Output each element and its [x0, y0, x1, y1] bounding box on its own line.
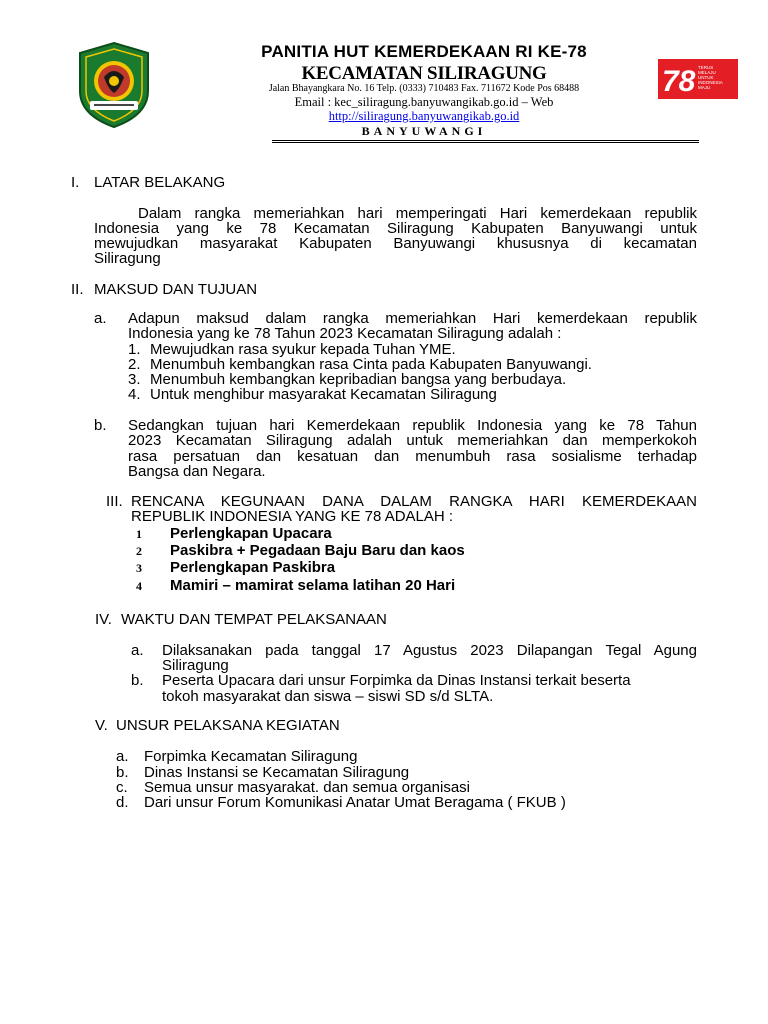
- section-number: I.: [71, 174, 80, 191]
- list-marker: b.: [116, 764, 129, 781]
- list-item: Forpimka Kecamatan Siliragung: [144, 748, 358, 765]
- section-number: IV.: [95, 611, 112, 628]
- section-number: III.: [106, 493, 123, 510]
- svg-text:MAJU: MAJU: [698, 85, 711, 90]
- list-marker: b.: [94, 417, 107, 434]
- svg-text:INDONESIA: INDONESIA: [698, 80, 723, 85]
- header-email: Email : kec_siliragung.banyuwangikab.go.id – Web: [294, 95, 554, 109]
- paragraph-line: Bangsa dan Negara.: [128, 463, 266, 480]
- list-marker: a.: [116, 748, 129, 765]
- list-number: 3.: [128, 371, 141, 388]
- list-number: 1.: [128, 341, 141, 358]
- list-item: Dari unsur Forum Komunikasi Anatar Umat Beragama ( FKUB ): [144, 794, 566, 811]
- list-marker: a.: [131, 642, 144, 659]
- header-website-link[interactable]: http://siliragung.banyuwangikab.go.id: [328, 109, 520, 123]
- svg-text:MELAJU: MELAJU: [698, 70, 716, 75]
- section-title: REPUBLIK INDONESIA YANG KE 78 ADALAH :: [131, 508, 454, 525]
- paragraph-line: Sedangkan tujuan hari Kemerdekaan republik Indonesia yang ke 78 Tahun: [128, 417, 697, 434]
- list-item: Semua unsur masyarakat. dan semua organisasi: [144, 779, 471, 796]
- list-marker: d.: [116, 794, 129, 811]
- paragraph-line: 2023 Kecamatan Siliragung adalah untuk memeriahkan dan memperkokoh: [128, 432, 697, 449]
- section-number: II.: [71, 281, 84, 298]
- list-number: 1: [136, 527, 142, 541]
- list-item: Mewujudkan rasa syukur kepada Tuhan YME.: [150, 341, 456, 358]
- paragraph-line: Indonesia yang ke 78 Kecamatan Siliragung Kabupaten Banyuwangi untuk: [94, 220, 697, 237]
- budget-item: Paskibra + Pegadaan Baju Baru dan kaos: [170, 542, 465, 559]
- paragraph-line: Dalam rangka memeriahkan hari memperingati Hari kemerdekaan republik: [138, 205, 697, 222]
- list-item: Menumbuh kembangkan kepribadian bangsa yang berbudaya.: [150, 371, 567, 388]
- list-marker: b.: [131, 672, 144, 689]
- list-item: Dinas Instansi se Kecamatan Siliragung: [144, 764, 410, 781]
- svg-text:78: 78: [662, 65, 696, 98]
- paragraph-line: mewujudkan masyarakat Kabupaten Banyuwangi khususnya di kecamatan: [94, 235, 697, 252]
- budget-item: Perlengkapan Paskibra: [170, 559, 336, 576]
- budget-item: Perlengkapan Upacara: [170, 525, 332, 542]
- list-marker: a.: [94, 310, 107, 327]
- paragraph-line: Peserta Upacara dari unsur Forpimka da Dinas Instansi terkait beserta: [162, 672, 631, 689]
- header-address: Jalan Bhayangkara No. 16 Telp. (0333) 710483 Fax. 711672 Kode Pos 68488: [268, 83, 580, 94]
- list-item: Menumbuh kembangkan rasa Cinta pada Kabupaten Banyuwangi.: [150, 356, 592, 373]
- list-number: 4: [136, 579, 142, 593]
- svg-text:TERUS: TERUS: [698, 65, 714, 70]
- header-divider: [272, 140, 699, 141]
- svg-text:UNTUK: UNTUK: [698, 75, 714, 80]
- paragraph-line: Siliragung: [162, 657, 229, 674]
- paragraph-line: rasa persatuan dan kesatuan dan menumbuh rasa sosialisme terhadap: [128, 448, 697, 465]
- paragraph-line: Dilaksanakan pada tanggal 17 Agustus 2023 Dilapangan Tegal Agung: [162, 642, 697, 659]
- list-item: Untuk menghibur masyarakat Kecamatan Siliragung: [150, 386, 497, 403]
- header-divider: [272, 142, 699, 143]
- header-committee-title: PANITIA HUT KEMERDEKAAN RI KE-78: [261, 42, 587, 61]
- paragraph-line: tokoh masyarakat dan siswa – siswi SD s/d SLTA.: [162, 688, 494, 705]
- section-title: LATAR BELAKANG: [94, 174, 226, 191]
- list-marker: c.: [116, 779, 128, 796]
- section-title: RENCANA KEGUNAAN DANA DALAM RANGKA HARI KEMERDEKAAN: [131, 493, 697, 510]
- paragraph-line: Indonesia yang ke 78 Tahun 2023 Kecamatan Siliragung adalah :: [128, 325, 562, 342]
- paragraph-line: Siliragung: [94, 250, 161, 267]
- paragraph-line: Adapun maksud dalam rangka memeriahkan Hari kemerdekaan republik: [128, 310, 697, 327]
- list-number: 4.: [128, 386, 141, 403]
- header-city: BANYUWANGI: [361, 124, 487, 138]
- list-number: 3: [136, 561, 142, 575]
- header-district-title: KECAMATAN SILIRAGUNG: [301, 63, 547, 84]
- section-title: UNSUR PELAKSANA KEGIATAN: [116, 717, 340, 734]
- section-number: V.: [95, 717, 108, 734]
- list-number: 2.: [128, 356, 141, 373]
- list-number: 2: [136, 544, 142, 558]
- budget-item: Mamiri – mamirat selama latihan 20 Hari: [170, 577, 456, 594]
- regency-seal-icon: [76, 41, 152, 129]
- section-title: MAKSUD DAN TUJUAN: [94, 281, 258, 298]
- section-title: WAKTU DAN TEMPAT PELAKSANAAN: [121, 611, 387, 628]
